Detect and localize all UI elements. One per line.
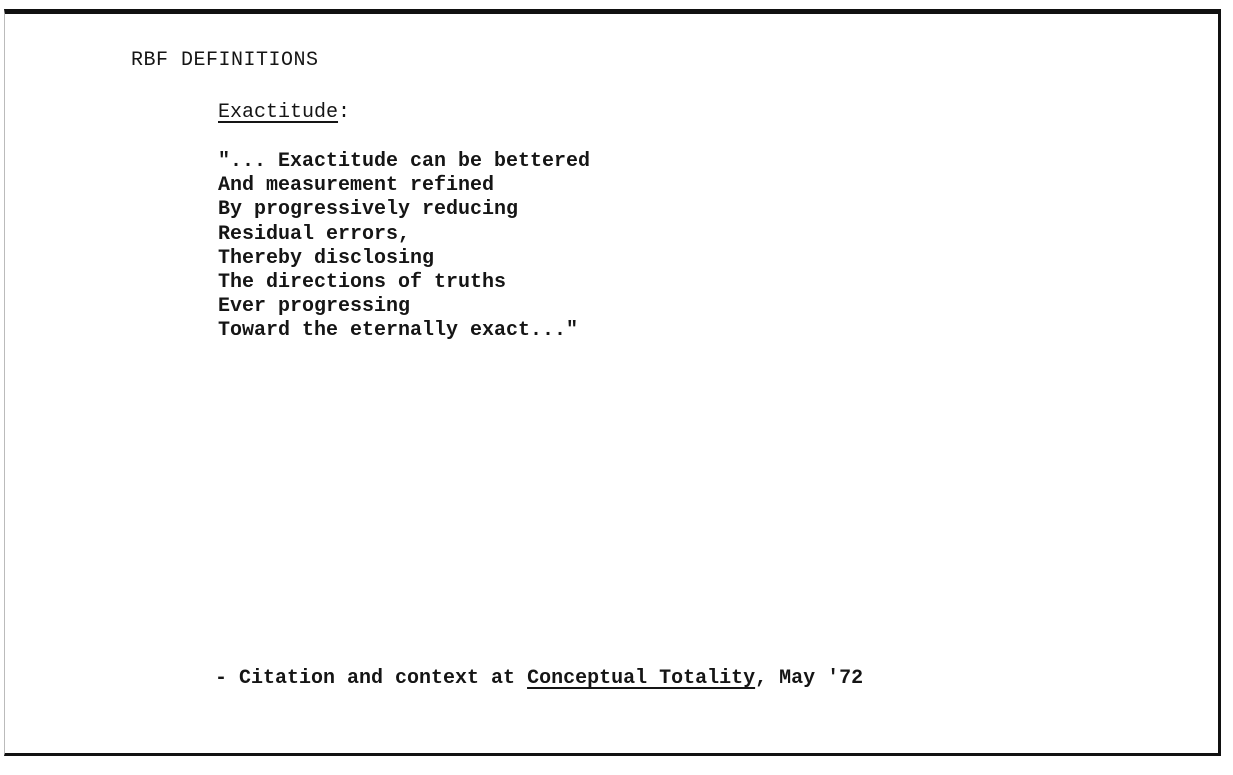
verse-line: Thereby disclosing [218,246,435,270]
definition-card [4,9,1221,756]
term-colon: : [338,101,351,124]
page-heading: RBF DEFINITIONS [131,49,319,72]
quote-verse [218,150,590,344]
term-name: Exactitude [218,101,339,124]
verse-line: And measurement refined [218,174,495,198]
verse-line: "... Exactitude can be bettered [218,150,591,173]
verse-line: By progressively reducing [218,198,519,222]
verse-line: Residual errors, [218,222,411,246]
verse-line: The directions of truths [218,271,507,295]
verse-line: Toward the eternally exact..." [218,319,579,343]
verse-line: Ever progressing [218,295,411,319]
citation-date: , May '72 [755,667,864,690]
citation-prefix: - Citation and context at [215,667,528,690]
citation-source: Conceptual Totality [527,667,756,690]
term-heading [218,101,350,124]
citation-line [215,667,863,690]
